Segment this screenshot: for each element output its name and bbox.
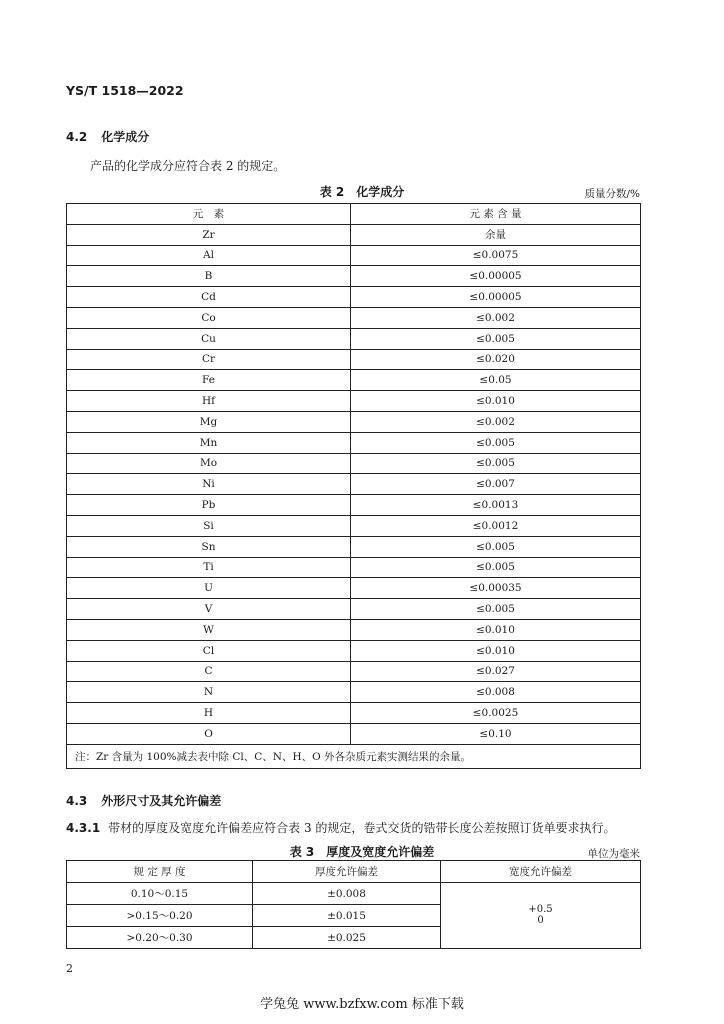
table-row	[67, 432, 641, 453]
paragraph-text: 带材的厚度及宽度允许偏差应符合表 3 的规定，卷式交货的锆带长度公差按照订货单要求执行。	[108, 821, 616, 835]
table-row	[67, 307, 641, 328]
table2-caption: 表 2 化学成分	[319, 185, 405, 199]
element-symbol: N	[67, 682, 351, 703]
document-id: YS/T 1518—2022	[66, 83, 184, 98]
column-header: 厚度允许偏差	[253, 861, 441, 883]
element-symbol: Hf	[67, 391, 351, 412]
element-content: ≤0.005	[351, 557, 641, 578]
element-symbol: Mg	[67, 411, 351, 432]
column-header: 宽度允许偏差	[441, 861, 641, 883]
thickness-tolerance: ±0.008	[253, 883, 441, 905]
element-symbol: C	[67, 661, 351, 682]
thickness-tolerance: ±0.015	[253, 905, 441, 927]
element-symbol: Co	[67, 307, 351, 328]
width-tolerance	[441, 883, 641, 949]
section-4-2-text: 产品的化学成分应符合表 2 的规定。	[90, 159, 286, 173]
page-number: 2	[66, 962, 73, 975]
element-symbol: Cl	[67, 640, 351, 661]
thickness-range: >0.15～0.20	[67, 905, 253, 927]
column-header: 元 素	[67, 204, 351, 225]
column-header: 规 定 厚 度	[67, 861, 253, 883]
element-content: ≤0.010	[351, 619, 641, 640]
chemical-composition-table	[66, 203, 641, 769]
footer-watermark: 学兔兔 www.bzfxw.com 标准下载	[260, 997, 464, 1012]
element-symbol: Zr	[67, 224, 351, 245]
table-header-row	[67, 861, 641, 883]
table-row	[67, 883, 641, 905]
table-row	[67, 578, 641, 599]
element-symbol: Mn	[67, 432, 351, 453]
table-row	[67, 245, 641, 266]
section-title: 外形尺寸及其允许偏差	[101, 794, 222, 808]
table-note-row	[67, 744, 641, 768]
element-content: ≤0.005	[351, 432, 641, 453]
element-content: ≤0.010	[351, 391, 641, 412]
thickness-range: 0.10～0.15	[67, 883, 253, 905]
element-content: ≤0.005	[351, 536, 641, 557]
element-symbol: Ni	[67, 474, 351, 495]
element-content: ≤0.020	[351, 349, 641, 370]
table-row	[67, 495, 641, 516]
element-content: ≤0.007	[351, 474, 641, 495]
section-4-2-heading	[66, 128, 149, 145]
table-row	[67, 661, 641, 682]
element-symbol: Si	[67, 515, 351, 536]
table-row	[67, 682, 641, 703]
element-symbol: Cr	[67, 349, 351, 370]
table-row	[67, 453, 641, 474]
element-content: 余量	[351, 224, 641, 245]
table-header-row	[67, 204, 641, 225]
element-content: ≤0.010	[351, 640, 641, 661]
element-content: ≤0.002	[351, 411, 641, 432]
element-symbol: Fe	[67, 370, 351, 391]
element-symbol: Mo	[67, 453, 351, 474]
table-row	[67, 474, 641, 495]
table3-caption: 表 3 厚度及宽度允许偏差	[289, 845, 435, 859]
element-symbol: H	[67, 703, 351, 724]
element-symbol: Ti	[67, 557, 351, 578]
element-content: ≤0.10	[351, 723, 641, 744]
element-symbol: Cu	[67, 328, 351, 349]
column-header: 元 素 含 量	[351, 204, 641, 225]
element-content: ≤0.05	[351, 370, 641, 391]
table2-unit: 质量分数/%	[584, 188, 640, 200]
thickness-range: >0.20～0.30	[67, 927, 253, 949]
element-content: ≤0.005	[351, 599, 641, 620]
table-row	[67, 370, 641, 391]
element-content: ≤0.00005	[351, 266, 641, 287]
table-row	[67, 723, 641, 744]
element-symbol: Cd	[67, 287, 351, 308]
table-row	[67, 266, 641, 287]
element-content: ≤0.0075	[351, 245, 641, 266]
table-row	[67, 391, 641, 412]
section-4-3-heading	[66, 792, 221, 809]
element-symbol: V	[67, 599, 351, 620]
table-row	[67, 703, 641, 724]
tolerance-table	[66, 860, 641, 949]
element-content: ≤0.00035	[351, 578, 641, 599]
element-content: ≤0.002	[351, 307, 641, 328]
table-row	[67, 640, 641, 661]
element-symbol: W	[67, 619, 351, 640]
element-content: ≤0.00005	[351, 287, 641, 308]
section-4-3-1-text	[66, 819, 615, 836]
element-symbol: Sn	[67, 536, 351, 557]
table-row	[67, 224, 641, 245]
table-row	[67, 599, 641, 620]
width-tolerance-lower: 0	[537, 914, 544, 926]
element-symbol: Pb	[67, 495, 351, 516]
element-symbol: O	[67, 723, 351, 744]
element-content: ≤0.0025	[351, 703, 641, 724]
element-content: ≤0.005	[351, 328, 641, 349]
table-note: 注：Zr 含量为 100%减去表中除 Cl、C、N、H、O 外各杂质元素实测结果的余量。	[67, 744, 641, 768]
table-row	[67, 349, 641, 370]
element-content: ≤0.027	[351, 661, 641, 682]
table-row	[67, 287, 641, 308]
element-content: ≤0.0012	[351, 515, 641, 536]
section-number: 4.3	[66, 794, 88, 808]
section-number: 4.2	[66, 130, 88, 144]
element-content: ≤0.008	[351, 682, 641, 703]
thickness-tolerance: ±0.025	[253, 927, 441, 949]
element-symbol: U	[67, 578, 351, 599]
element-content: ≤0.005	[351, 453, 641, 474]
element-symbol: Al	[67, 245, 351, 266]
section-title: 化学成分	[101, 130, 150, 144]
table-row	[67, 328, 641, 349]
element-content: ≤0.0013	[351, 495, 641, 516]
section-number: 4.3.1	[66, 821, 101, 835]
element-symbol: B	[67, 266, 351, 287]
width-tolerance-upper: +0.5	[528, 904, 553, 915]
table3-unit: 单位为毫米	[587, 848, 640, 860]
table-row	[67, 536, 641, 557]
table-row	[67, 619, 641, 640]
table-row	[67, 515, 641, 536]
table-row	[67, 557, 641, 578]
table-row	[67, 411, 641, 432]
